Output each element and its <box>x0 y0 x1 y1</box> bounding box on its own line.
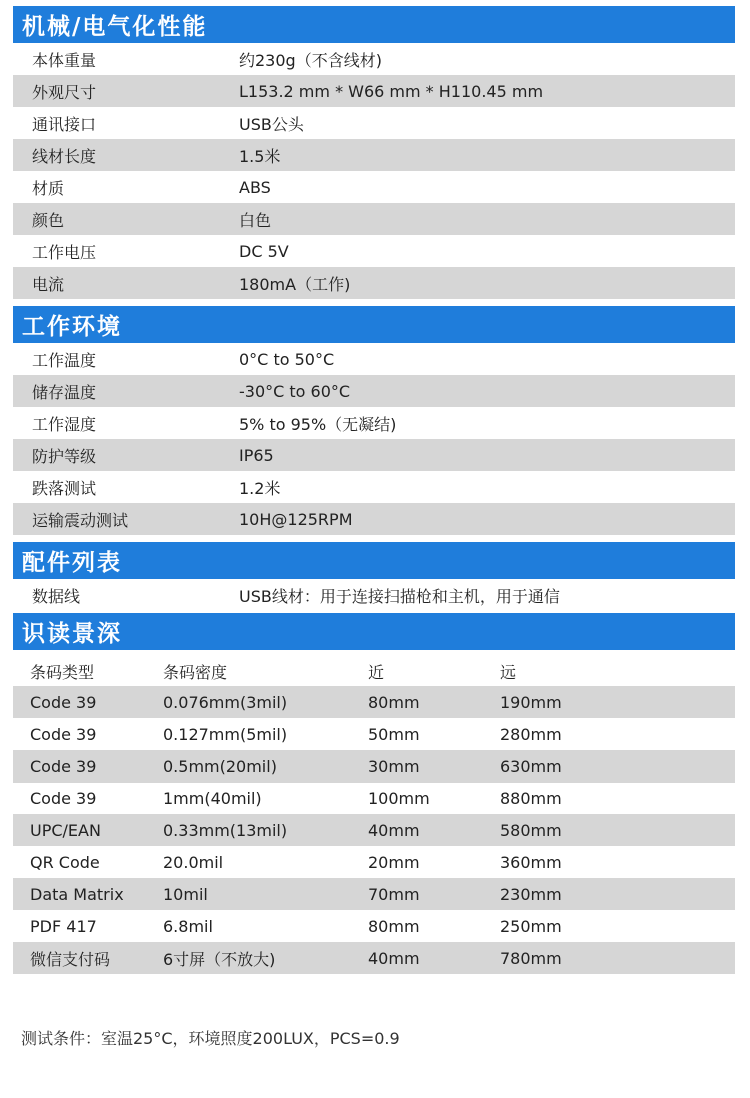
cell-barcode-type: Code 39 <box>30 757 97 776</box>
spec-label: 跌落测试 <box>32 478 97 498</box>
cell-far: 880mm <box>500 789 562 808</box>
table-row <box>13 878 735 910</box>
cell-density: 20.0mil <box>163 852 224 872</box>
spec-label: 数据线 <box>32 587 81 606</box>
cell-barcode-type: Data Matrix <box>30 884 124 904</box>
spec-row-color <box>13 203 735 235</box>
spec-row-dimensions <box>13 75 735 107</box>
spec-label: 本体重量 <box>32 50 97 70</box>
cell-far: 280mm <box>500 724 562 744</box>
cell-near: 80mm <box>368 916 420 936</box>
cell-near: 20mm <box>368 852 420 872</box>
spec-value: 约230g（不含线材) <box>239 50 382 70</box>
table-row <box>13 814 735 846</box>
spec-value: USB线材：用于连接扫描枪和主机，用于通信 <box>239 587 560 606</box>
cell-far: 230mm <box>500 884 562 904</box>
spec-value: 180mA（工作) <box>239 274 351 294</box>
spec-value: ABS <box>239 177 271 197</box>
cell-barcode-type: Code 39 <box>30 724 97 744</box>
spec-label: 线材长度 <box>32 146 97 166</box>
section-header-accessories: 配件列表 <box>13 542 735 579</box>
table-row <box>13 942 735 974</box>
spec-row-data-cable <box>13 579 735 612</box>
depth-table-header <box>13 655 735 687</box>
spec-row-current <box>13 267 735 299</box>
spec-label: 运输震动测试 <box>32 510 129 530</box>
table-row <box>13 718 735 750</box>
spec-label: 通讯接口 <box>32 114 97 134</box>
cell-barcode-type: 微信支付码 <box>30 949 111 969</box>
cell-density: 6.8mil <box>163 916 213 936</box>
cell-near: 80mm <box>368 692 420 712</box>
column-header-barcode-type: 条码类型 <box>30 662 95 682</box>
spec-row-voltage <box>13 235 735 267</box>
spec-row-material <box>13 171 735 203</box>
spec-value: IP65 <box>239 445 274 465</box>
column-header-far: 远 <box>500 662 517 682</box>
spec-value: 1.5米 <box>239 146 281 166</box>
cell-far: 580mm <box>500 820 562 840</box>
cell-near: 100mm <box>368 789 430 808</box>
cell-density: 0.5mm(20mil) <box>163 757 277 776</box>
spec-row-protection <box>13 439 735 471</box>
cell-far: 190mm <box>500 692 562 712</box>
spec-row-interface <box>13 107 735 139</box>
spec-label: 工作温度 <box>32 350 97 370</box>
spec-row-humidity <box>13 407 735 439</box>
test-conditions-note: 测试条件：室温25°C，环境照度200LUX，PCS=0.9 <box>21 1029 400 1048</box>
cell-barcode-type: PDF 417 <box>30 916 97 936</box>
cell-barcode-type: Code 39 <box>30 789 97 808</box>
spec-value: -30°C to 60°C <box>239 381 351 401</box>
spec-value: 5% to 95%（无凝结) <box>239 414 397 434</box>
spec-value: 10H@125RPM <box>239 509 353 529</box>
cell-near: 30mm <box>368 757 420 776</box>
cell-density: 10mil <box>163 884 208 904</box>
spec-value: DC 5V <box>239 241 289 261</box>
spec-row-drop-test <box>13 471 735 503</box>
spec-label: 电流 <box>32 274 65 294</box>
spec-label: 颜色 <box>32 210 65 230</box>
spec-row-cable-length <box>13 139 735 171</box>
column-header-density: 条码密度 <box>163 662 228 682</box>
cell-density: 0.33mm(13mil) <box>163 820 288 840</box>
spec-label: 防护等级 <box>32 446 97 466</box>
cell-far: 360mm <box>500 852 562 872</box>
table-row <box>13 910 735 942</box>
cell-density: 0.127mm(5mil) <box>163 724 288 744</box>
spec-row-vibration-test <box>13 503 735 535</box>
cell-barcode-type: UPC/EAN <box>30 820 101 840</box>
spec-row-operating-temp <box>13 343 735 375</box>
cell-density: 6寸屏（不放大) <box>163 949 276 969</box>
spec-value: L153.2 mm * W66 mm * H110.45 mm <box>239 81 544 101</box>
cell-density: 0.076mm(3mil) <box>163 692 288 712</box>
column-header-near: 近 <box>368 662 385 682</box>
cell-near: 50mm <box>368 724 420 744</box>
section-header-mechanical: 机械/电气化性能 <box>13 6 735 43</box>
spec-label: 材质 <box>32 178 65 198</box>
spec-value: 1.2米 <box>239 478 281 498</box>
cell-near: 70mm <box>368 884 420 904</box>
cell-far: 630mm <box>500 757 562 776</box>
section-header-reading-depth: 识读景深 <box>13 613 735 650</box>
table-row <box>13 783 735 814</box>
table-row <box>13 846 735 878</box>
spec-label: 工作湿度 <box>32 414 97 434</box>
spec-row-weight <box>13 43 735 75</box>
table-row <box>13 750 735 783</box>
cell-near: 40mm <box>368 820 420 840</box>
spec-label: 工作电压 <box>32 242 97 262</box>
cell-far: 250mm <box>500 916 562 936</box>
table-row <box>13 686 735 718</box>
spec-value: 白色 <box>239 210 272 230</box>
cell-density: 1mm(40mil) <box>163 789 262 808</box>
spec-label: 外观尺寸 <box>32 82 97 102</box>
cell-barcode-type: Code 39 <box>30 692 97 712</box>
spec-label: 储存温度 <box>32 382 97 402</box>
spec-row-storage-temp <box>13 375 735 407</box>
cell-barcode-type: QR Code <box>30 852 100 872</box>
cell-far: 780mm <box>500 948 562 968</box>
spec-value: 0°C to 50°C <box>239 349 335 369</box>
cell-near: 40mm <box>368 948 420 968</box>
spec-value: USB公头 <box>239 114 304 134</box>
section-header-environment: 工作环境 <box>13 306 735 343</box>
